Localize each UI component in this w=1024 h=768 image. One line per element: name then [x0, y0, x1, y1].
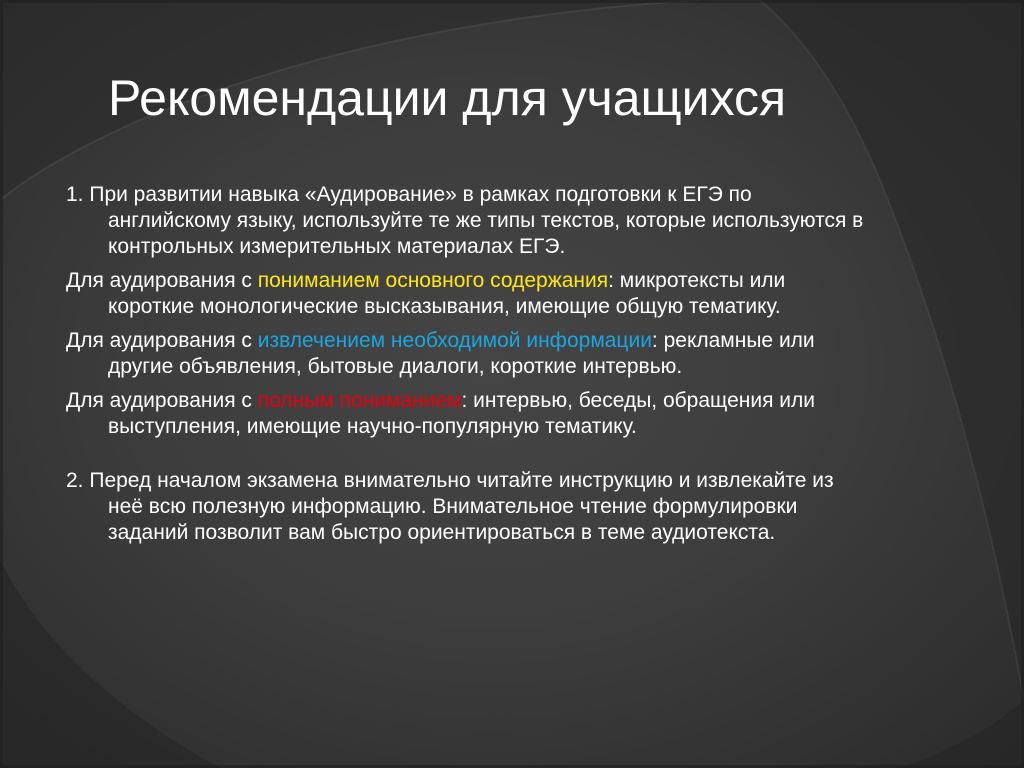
slide-title: Рекомендации для учащихся — [108, 70, 787, 126]
highlight-specific-info: извлечением необходимой информации — [257, 329, 652, 352]
slide-body — [66, 182, 866, 546]
highlight-full-understanding: полным пониманием — [257, 389, 462, 412]
recommendation-item-2: 2. Перед началом экзамена внимательно читайте инструкцию и извлекайте из неё всю полезную информацию. Внимательное чтение формулировки заданий позволит вам быстро ориентироваться в теме аудиотекста. — [66, 469, 834, 544]
recommendation-main-content — [66, 268, 866, 320]
bottom-right-shape — [900, 700, 1024, 768]
recommendation-specific-info — [66, 328, 866, 380]
item-suffix: : интервью, беседы, обращения или выступления, имеющие научно-популярную тематику. — [108, 389, 815, 438]
bottom-curve-shape — [0, 560, 220, 768]
item-prefix: Для аудирования с — [66, 389, 258, 412]
item-suffix: : рекламные или другие объявления, бытовые диалоги, короткие интервью. — [108, 329, 815, 378]
highlight-main-content: пониманием основного содержания — [257, 269, 609, 292]
item-prefix: Для аудирования с — [66, 269, 258, 292]
recommendation-item-1: 1. При развитии навыка «Аудирование» в рамках подготовки к ЕГЭ по английскому языку, используйте те же типы текстов, которые используются в контрольных измерительных материалах ЕГЭ. — [66, 183, 864, 258]
recommendation-full-understanding — [66, 388, 866, 440]
item-suffix: : микротексты или короткие монологические высказывания, имеющие общую тематику. — [108, 269, 786, 318]
item-prefix: Для аудирования с — [66, 329, 258, 352]
